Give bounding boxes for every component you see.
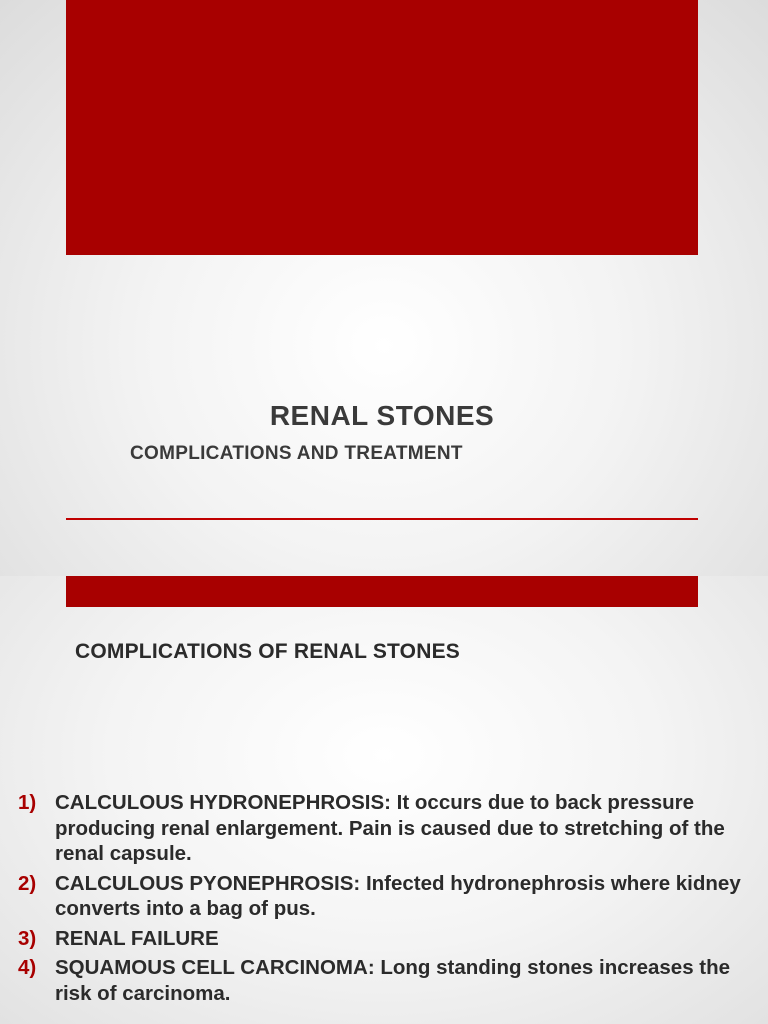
- list-item-text: RENAL FAILURE: [55, 926, 219, 950]
- list-item: [18, 790, 753, 867]
- slide-subtitle-text: COMPLICATIONS AND TREATMENT: [130, 443, 463, 464]
- list-item-number: 3): [18, 926, 37, 950]
- list-item-text: SQUAMOUS CELL CARCINOMA: Long standing stones increases the risk of carcinoma.: [55, 956, 731, 1005]
- list-item-number: 4): [18, 956, 37, 979]
- title-divider: [66, 518, 698, 520]
- complications-heading: COMPLICATIONS OF RENAL STONES: [75, 640, 460, 663]
- slide-title-text: RENAL STONES: [269, 400, 495, 431]
- complications-list: [18, 790, 753, 1010]
- header-banner-block: [66, 576, 698, 607]
- slide-complications: [0, 576, 768, 1024]
- title-banner-block: [66, 0, 698, 255]
- list-item-number: 2): [18, 871, 37, 895]
- list-item: [18, 926, 753, 952]
- list-item-text: CALCULOUS PYONEPHROSIS: Infected hydronephrosis where kidney converts into a bag of pus.: [55, 871, 741, 920]
- list-item-number: 1): [18, 791, 37, 814]
- list-item: [18, 955, 753, 1006]
- list-item-text: CALCULOUS HYDRONEPHROSIS: It occurs due to back pressure producing renal enlargement. Pain is caused due to stretching of the renal capsule.: [55, 791, 725, 865]
- list-item: [18, 871, 753, 922]
